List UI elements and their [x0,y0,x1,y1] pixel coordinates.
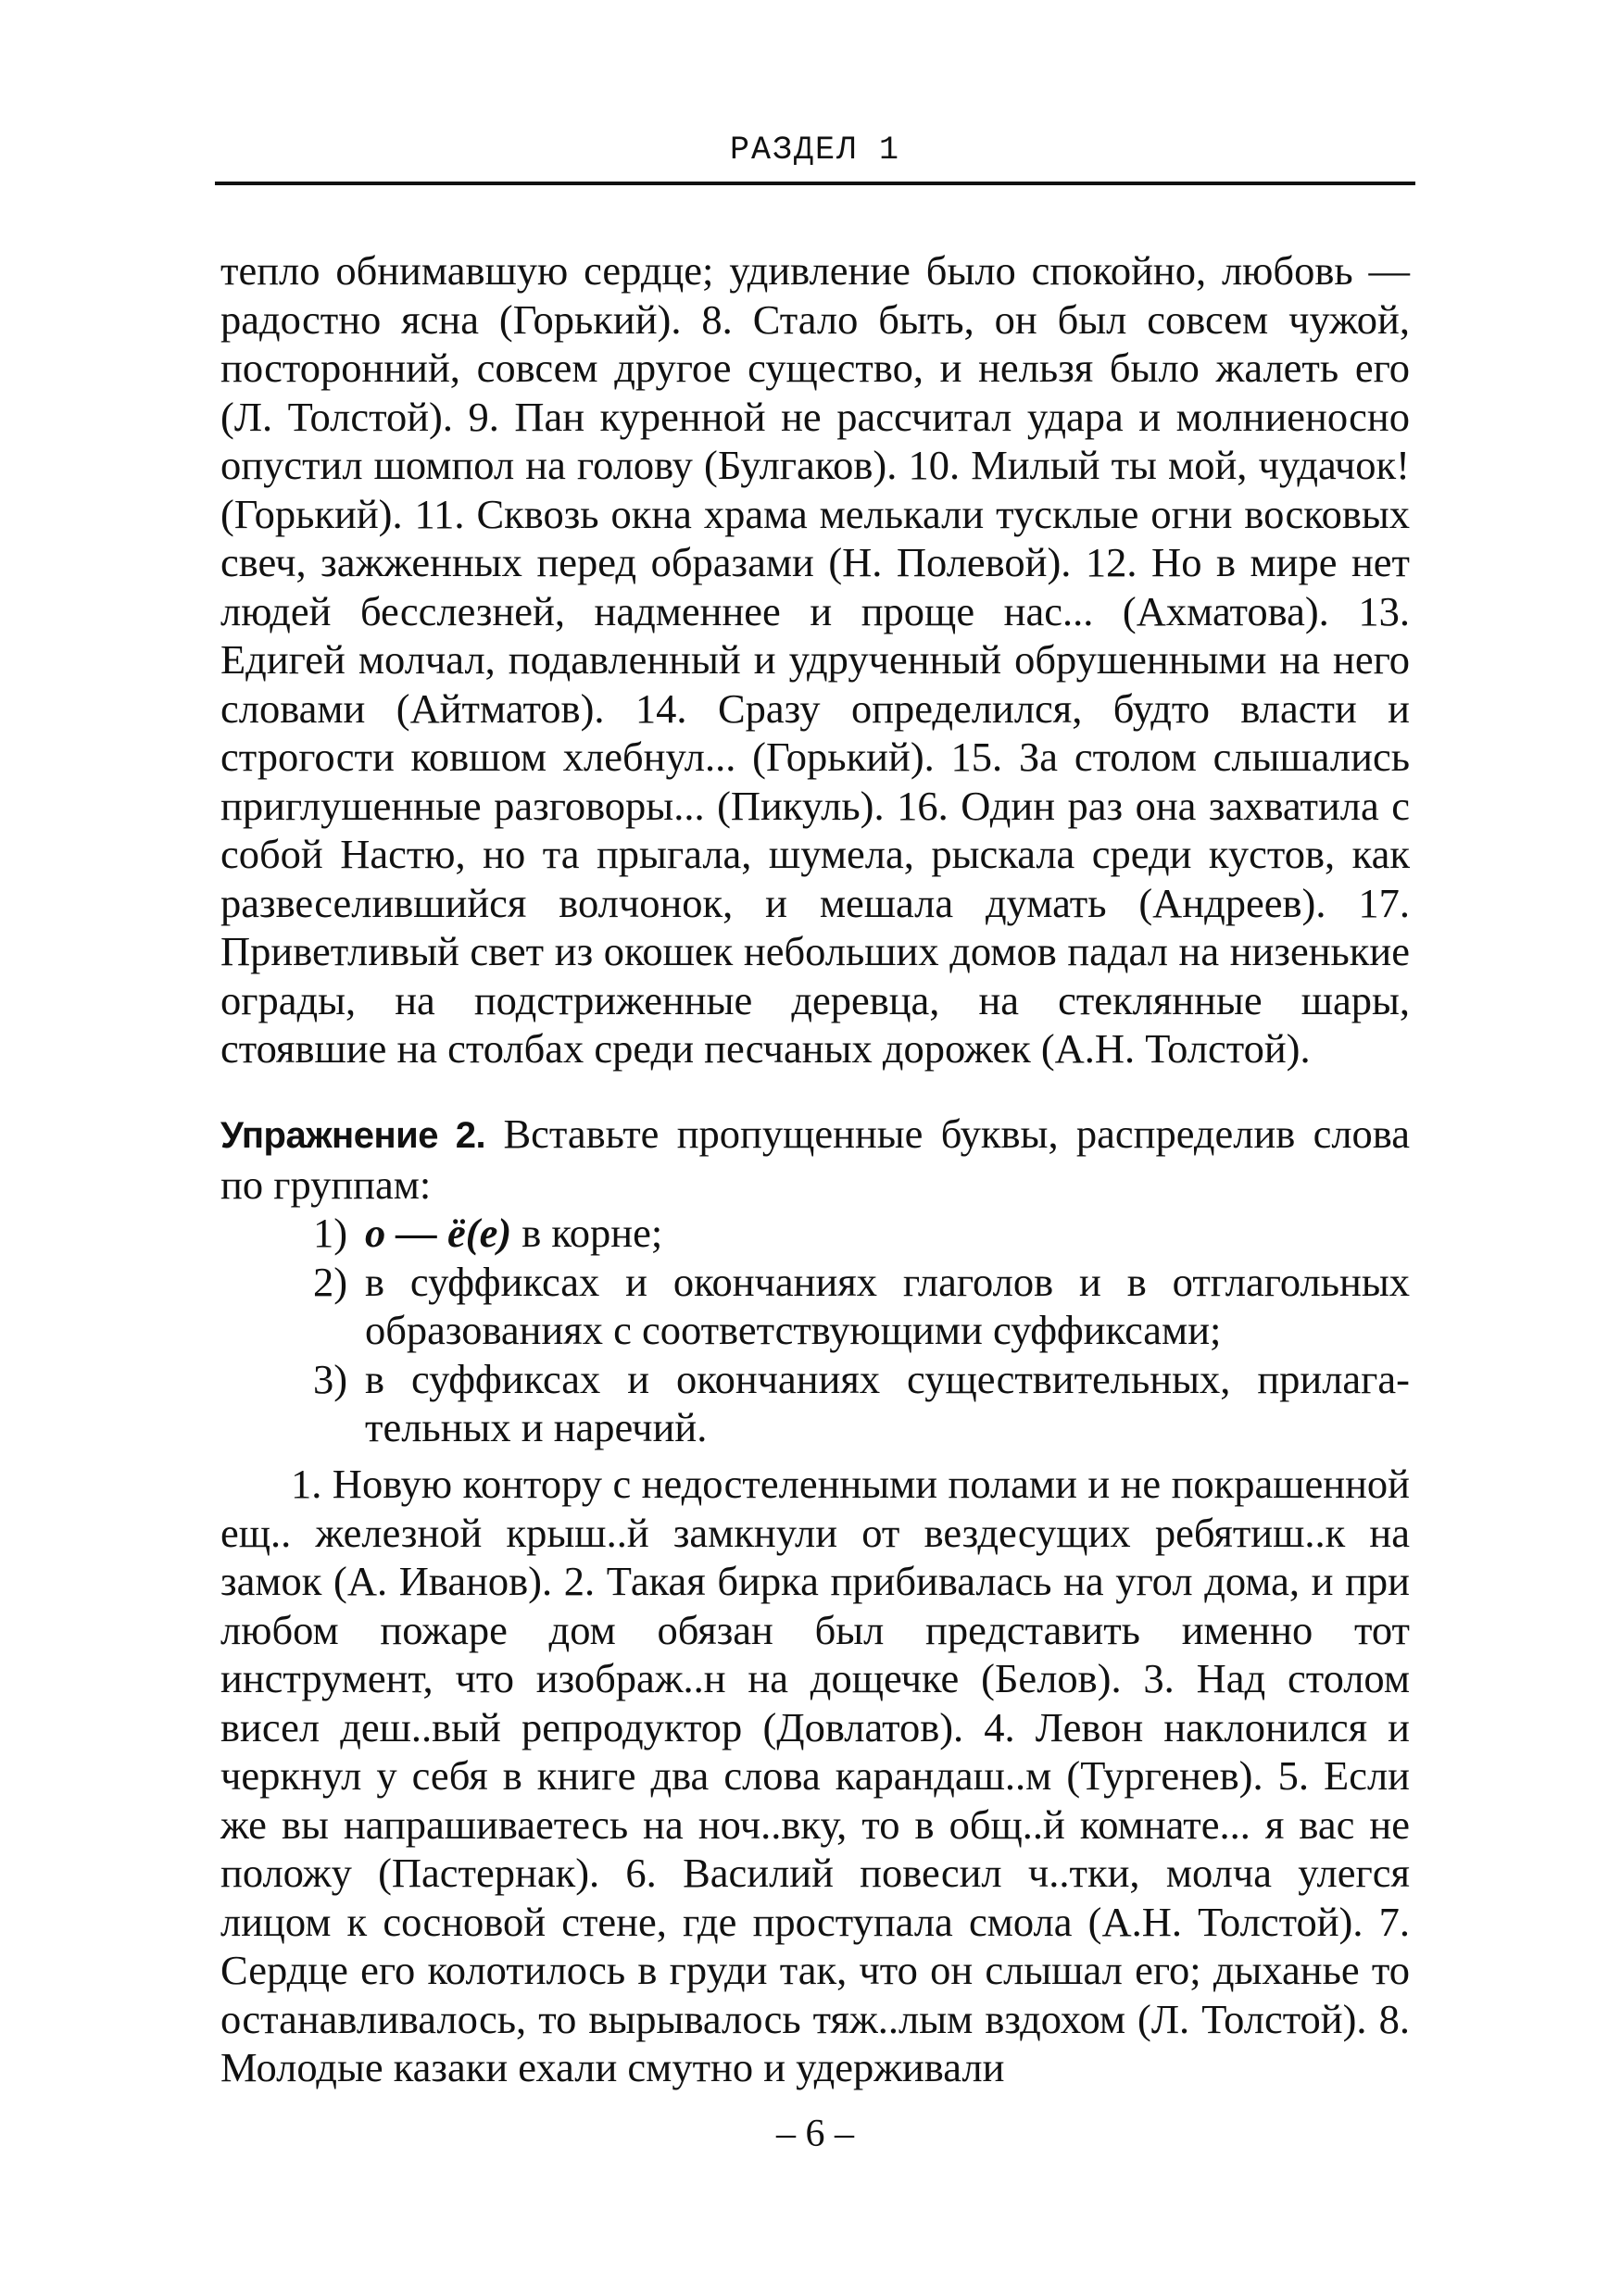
exercise-group [220,1355,1410,1452]
exercise-groups [220,1209,1410,1452]
group-number: 2) [313,1258,348,1305]
group-text: в корне; [521,1210,663,1256]
group-text: в суффиксах и окончаниях существительных, прилагательных и наречий. [365,1355,1410,1450]
exercise-body: 1. Новую контору с недостеленными полами и не покрашенной ещ.. железной крыш..й замкнули от вездесущих ребятиш..к на замок (А. Иванов). 2. Такая бирка прибивалась на угол дома, и при любом пожаре дом обязан был представить именно тот инструмент, что изображ..н на дощечке (Белов). 3. Над столом висел деш..вый репродуктор (Довлатов). 4. Левон наклонился и черкнул у себя в книге два слова карандаш..м (Тургенев). 5. Если же вы напрашиваетесь на ноч..вку, то в общ..й комнате... я вас не положу (Пастернак). 6. Василий повесил ч..тки, молча улегся лицом к сосновой стене, где проступала смола (А.Н. Толстой). 7. Сердце его колотилось в груди так, что он слышал его; дыханье то останавливалось, то вырывалось тяж..лым вздохом (Л. Толстой). 8. Молодые казаки ехали смутно и удерживали [220,1461,1410,2090]
exercise-instruction: Вставьте пропущенные буквы, распределив слова по группам: [220,1110,1410,1208]
exercise-group [220,1258,1410,1355]
exercise-sentences [220,1460,1410,2092]
group-number: 3) [313,1355,348,1402]
header-rule [215,182,1415,185]
continued-paragraph: тепло обнимавшую сердце; удивление было спокойно, любовь — радостно ясна (Горький). 8. Стало быть, он был совсем чужой, посторонний, совсем другое существо, и нельзя было жалеть его (Л. Толстой). 9. Пан куренной не рассчитал удара и молниеносно опустил шомпол на голову (Булгаков). 10. Милый ты мой, чудачок! (Горький). 11. Сквозь окна храма мелькали тусклые огни восковых свеч, зажженных перед образами (Н. Полевой). 12. Но в мире нет людей бесслезней, надменнее и проще нас... (Ахматова). 13. Едигей молчал, подавленный и удрученный обрушенными на него словами (Айтматов). 14. Сразу определился, будто власти и строгости ковшом хлебнул... (Горький). 15. За столом слышались приглушенные разговоры... (Пикуль). 16. Один раз она захватила с собой Настю, но та прыгала, шумела, рыскала среди кустов, как развеселившийся волчонок, и мешала думать (Андреев). 17. Приветливый свет из окошек небольших домов падал на низенькие ограды, на подстриженные деревца, на стеклянные шары, стоявшие на столбах среди песчаных дорожек (А.Н. Толстой). [220,247,1410,1072]
page-number: – 6 – [776,2113,854,2155]
continued-examples [220,246,1410,1073]
running-head: РАЗДЕЛ 1 [729,132,901,169]
group-letters: о — ё(е) [365,1210,512,1256]
group-text: в суффиксах и окончаниях глаголов и в отглагольных образованиях с соответствующими суффиксами; [365,1258,1410,1353]
exercise-2 [220,1110,1410,1452]
exercise-heading [220,1110,1410,1209]
exercise-title: Упражнение 2. [220,1115,486,1156]
group-number: 1) [313,1210,348,1256]
exercise-group [220,1209,1410,1258]
